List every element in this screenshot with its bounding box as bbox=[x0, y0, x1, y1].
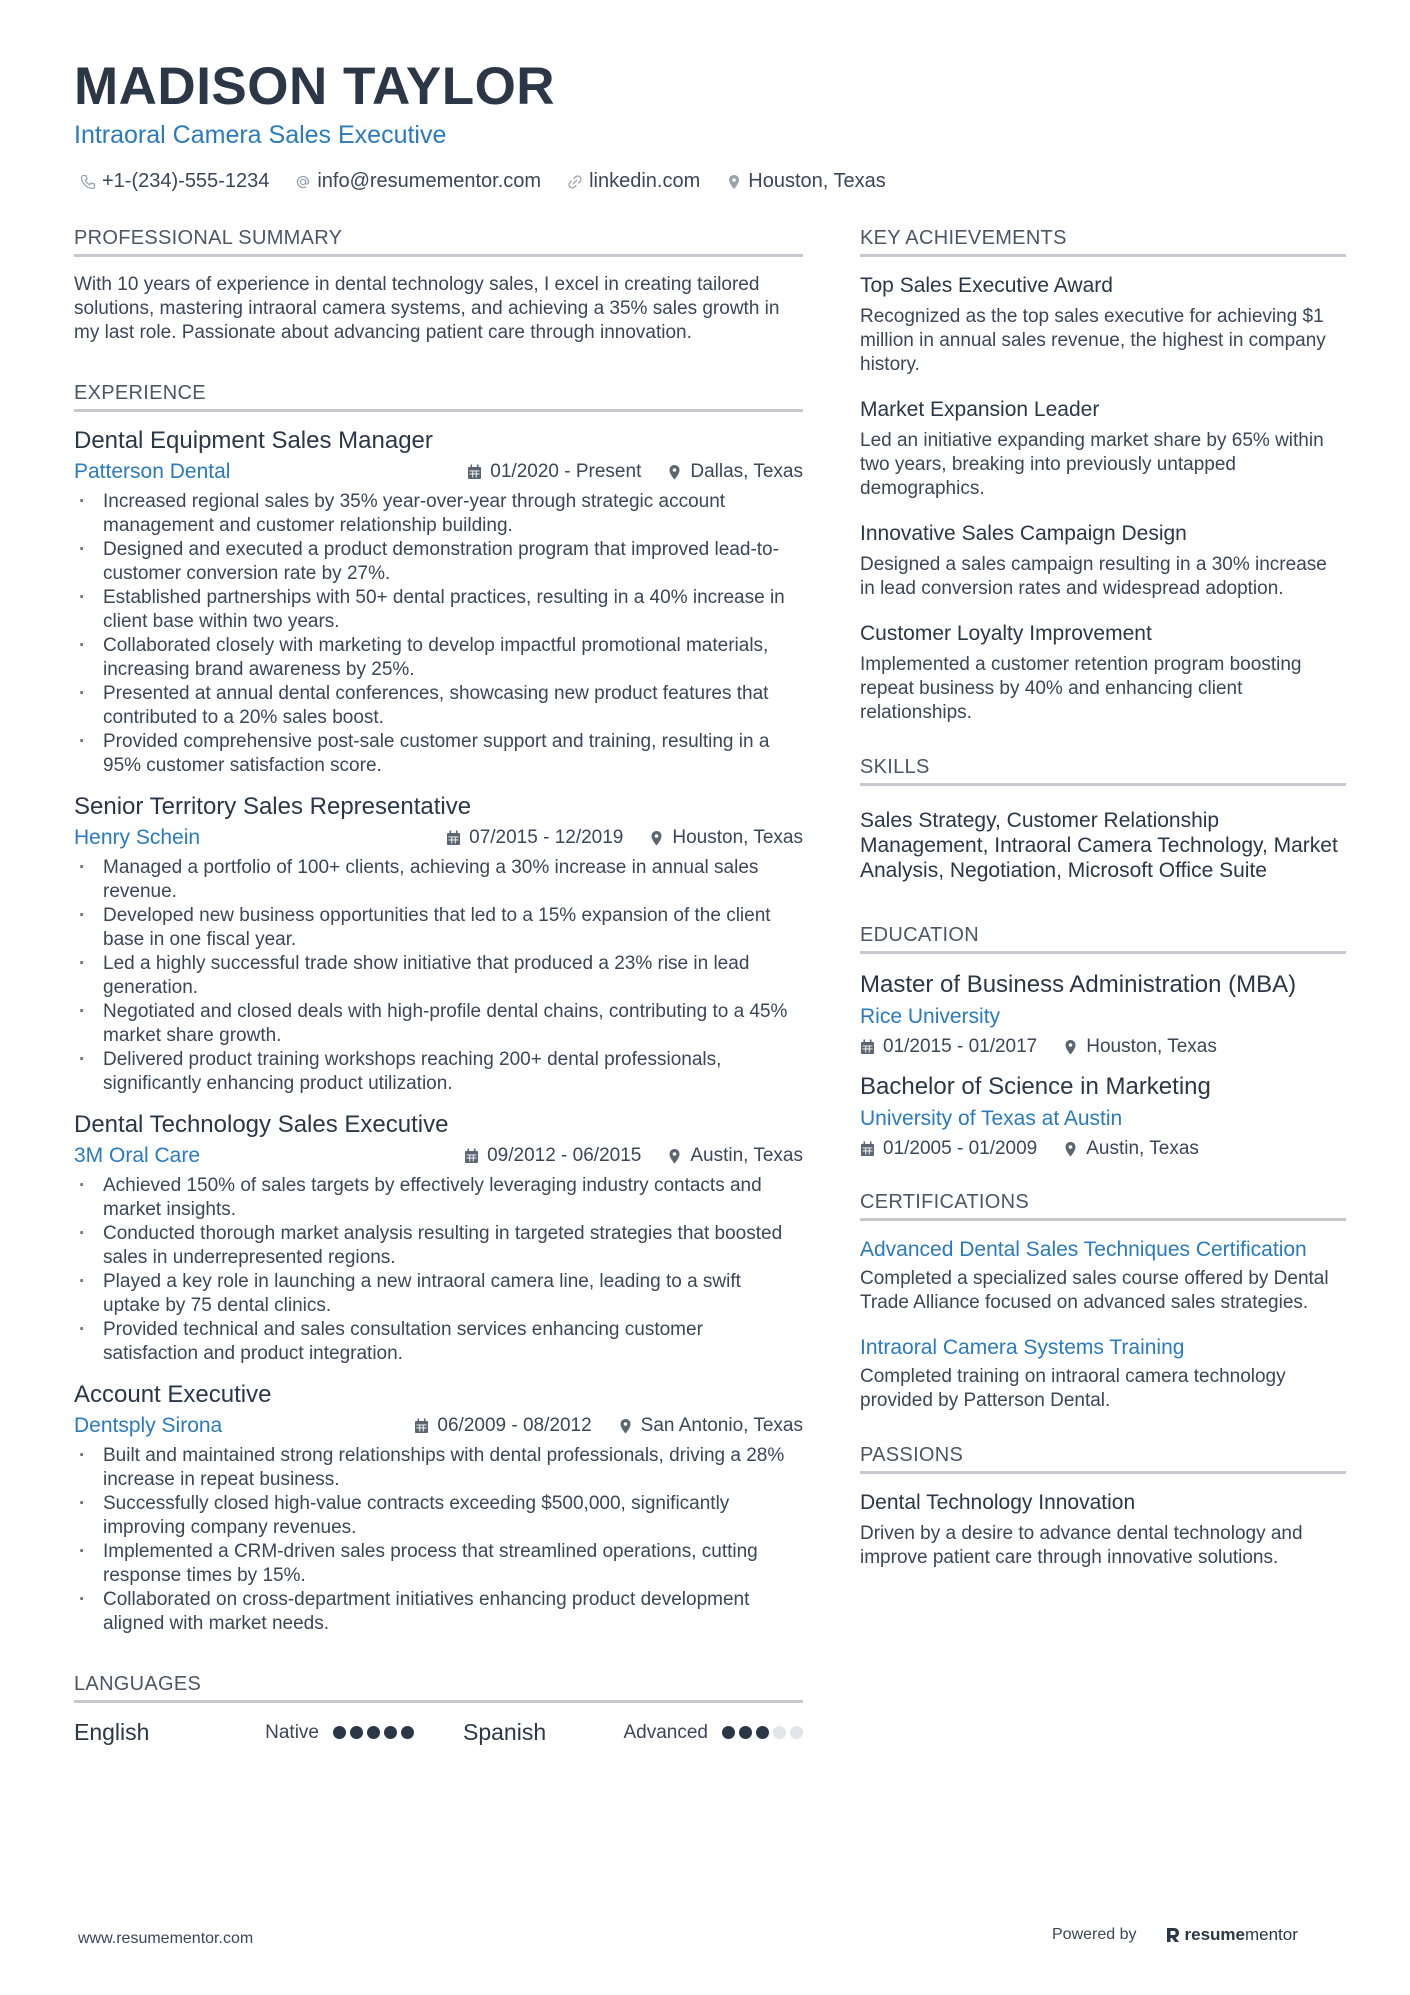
education-item bbox=[860, 970, 1346, 1058]
candidate-headline: Intraoral Camera Sales Executive bbox=[74, 121, 447, 149]
company-name: Henry Schein bbox=[74, 826, 201, 849]
calendar-icon bbox=[414, 1418, 429, 1434]
job-bullet: · Implemented a CRM-driven sales process that streamlined operations, cutting response times by 15%. bbox=[74, 1540, 803, 1588]
contact-bar bbox=[80, 170, 886, 193]
brand-bold: resume bbox=[1184, 1925, 1245, 1944]
job-location-text: Houston, Texas bbox=[672, 827, 803, 848]
location-pin-icon bbox=[649, 830, 664, 846]
job-bullets bbox=[74, 1174, 803, 1366]
location-text: Houston, Texas bbox=[748, 170, 886, 192]
job-meta-right bbox=[414, 1415, 803, 1437]
job-bullet: · Established partnerships with 50+ dental practices, resulting in a 40% increase in client base within two years. bbox=[74, 586, 803, 634]
achievement-title: Customer Loyalty Improvement bbox=[860, 622, 1152, 645]
education-school: University of Texas at Austin bbox=[860, 1107, 1123, 1130]
achievement-text: Implemented a customer retention program boosting repeat business by 40% and enhancing client relationships. bbox=[860, 654, 1302, 723]
education-location-text: Austin, Texas bbox=[1086, 1138, 1199, 1159]
job-meta-right bbox=[467, 461, 803, 483]
achievement-item bbox=[860, 621, 1346, 725]
section-title: EXPERIENCE bbox=[74, 381, 803, 412]
passion-title: Dental Technology Innovation bbox=[860, 1491, 1136, 1514]
education-dates-text: 01/2015 - 01/2017 bbox=[883, 1036, 1038, 1057]
job-location-text: Dallas, Texas bbox=[690, 461, 803, 482]
job-bullet: · Developed new business opportunities that led to a 15% expansion of the client base in one fiscal year. bbox=[74, 904, 803, 952]
calendar-icon bbox=[464, 1148, 479, 1164]
job-bullet: · Conducted thorough market analysis resulting in targeted strategies that boosted sales in underrepresented regions. bbox=[74, 1222, 803, 1270]
rating-dot-filled bbox=[384, 1726, 397, 1739]
job-title: Dental Equipment Sales Manager bbox=[74, 427, 433, 454]
location-pin-icon bbox=[726, 174, 742, 190]
job-title: Account Executive bbox=[74, 1381, 272, 1408]
language-name: Spanish bbox=[463, 1719, 547, 1745]
certification-text: Completed a specialized sales course offered by Dental Trade Alliance focused on advanced sales strategies. bbox=[860, 1268, 1329, 1313]
rating-dot-filled bbox=[401, 1726, 414, 1739]
job-location bbox=[667, 1145, 803, 1167]
job-dates-text: 07/2015 - 12/2019 bbox=[469, 827, 624, 848]
job-title: Dental Technology Sales Executive bbox=[74, 1111, 449, 1138]
job-bullet: · Managed a portfolio of 100+ clients, achieving a 30% increase in annual sales revenue. bbox=[74, 856, 803, 904]
location-pin-icon bbox=[667, 1148, 682, 1164]
section-title: CERTIFICATIONS bbox=[860, 1190, 1346, 1221]
email-text: info@resumementor.com bbox=[317, 170, 542, 192]
job-meta bbox=[74, 1144, 803, 1168]
language-name: English bbox=[74, 1719, 150, 1745]
job-bullet: · Delivered product training workshops reaching 200+ dental professionals, significantly enhancing product utilization. bbox=[74, 1048, 803, 1096]
achievement-item bbox=[860, 273, 1346, 377]
job-meta-right bbox=[446, 827, 803, 849]
link-icon bbox=[567, 174, 583, 190]
location-pin-icon bbox=[618, 1418, 633, 1434]
at-icon bbox=[295, 174, 311, 190]
language-item bbox=[463, 1719, 803, 1746]
languages-list bbox=[74, 1719, 803, 1746]
job-bullet: · Played a key role in launching a new intraoral camera line, leading to a swift uptake by 75 dental clinics. bbox=[74, 1270, 803, 1318]
passion-text: Driven by a desire to advance dental technology and improve patient care through innovative solutions. bbox=[860, 1523, 1303, 1568]
right-column bbox=[860, 226, 1346, 1590]
education-dates bbox=[860, 1138, 1037, 1160]
phone-text: +1-(234)-555-1234 bbox=[102, 170, 270, 192]
education-dates bbox=[860, 1036, 1037, 1058]
brand-rest: mentor bbox=[1244, 1925, 1298, 1944]
job-meta-right bbox=[464, 1145, 803, 1167]
education-meta bbox=[860, 1036, 1346, 1058]
certification-text: Completed training on intraoral camera technology provided by Patterson Dental. bbox=[860, 1366, 1286, 1411]
job-bullets bbox=[74, 1444, 803, 1636]
achievement-item bbox=[860, 521, 1346, 601]
job-dates-text: 06/2009 - 08/2012 bbox=[437, 1415, 592, 1436]
achievement-title: Top Sales Executive Award bbox=[860, 274, 1113, 297]
job-bullet: · Built and maintained strong relationships with dental professionals, driving a 28% increase in repeat business. bbox=[74, 1444, 803, 1492]
footer-powered bbox=[1052, 1925, 1298, 1945]
rating-dot-empty bbox=[773, 1726, 786, 1739]
job-location bbox=[667, 461, 803, 483]
job-meta bbox=[74, 1414, 803, 1438]
language-item bbox=[74, 1719, 414, 1746]
job-entry bbox=[74, 1380, 803, 1636]
job-location-text: Austin, Texas bbox=[690, 1145, 803, 1166]
job-bullets bbox=[74, 856, 803, 1096]
section-title: SKILLS bbox=[860, 755, 1346, 786]
job-bullet: · Negotiated and closed deals with high-profile dental chains, contributing to a 45% market share growth. bbox=[74, 1000, 803, 1048]
achievement-item bbox=[860, 397, 1346, 501]
certifications-section bbox=[860, 1190, 1346, 1413]
achievement-text: Led an initiative expanding market share by 65% within two years, breaking into previously untapped demographics. bbox=[860, 430, 1324, 499]
job-bullet: · Increased regional sales by 35% year-over-year through strategic account management and customer relationship building. bbox=[74, 490, 803, 538]
rating-dot-filled bbox=[739, 1726, 752, 1739]
footer-website[interactable]: www.resumementor.com bbox=[78, 1930, 254, 1947]
rating-dot-filled bbox=[367, 1726, 380, 1739]
achievement-title: Innovative Sales Campaign Design bbox=[860, 522, 1187, 545]
company-name: Patterson Dental bbox=[74, 460, 231, 483]
job-title: Senior Territory Sales Representative bbox=[74, 793, 472, 820]
passion-item bbox=[860, 1490, 1346, 1570]
achievements-section bbox=[860, 226, 1346, 725]
job-bullet: · Collaborated closely with marketing to develop impactful promotional materials, increasing brand awareness by 25%. bbox=[74, 634, 803, 682]
job-entry bbox=[74, 792, 803, 1096]
location-pin-icon bbox=[1063, 1039, 1078, 1055]
job-meta bbox=[74, 460, 803, 484]
education-degree: Bachelor of Science in Marketing bbox=[860, 1073, 1211, 1100]
contact-location bbox=[726, 170, 886, 193]
job-dates bbox=[464, 1145, 641, 1167]
education-school: Rice University bbox=[860, 1005, 1001, 1028]
certification-title: Intraoral Camera Systems Training bbox=[860, 1336, 1185, 1359]
languages-section bbox=[74, 1672, 803, 1746]
section-title: PASSIONS bbox=[860, 1443, 1346, 1474]
job-bullet: · Successfully closed high-value contracts exceeding $500,000, significantly improving company revenues. bbox=[74, 1492, 803, 1540]
job-dates-text: 09/2012 - 06/2015 bbox=[487, 1145, 642, 1166]
education-location bbox=[1063, 1138, 1199, 1160]
brand-logo[interactable] bbox=[1165, 1925, 1298, 1945]
contact-linkedin[interactable] bbox=[567, 170, 700, 193]
powered-by-text: Powered by bbox=[1052, 1926, 1137, 1943]
achievement-title: Market Expansion Leader bbox=[860, 398, 1100, 421]
passions-section bbox=[860, 1443, 1346, 1570]
job-bullets bbox=[74, 490, 803, 778]
education-degree: Master of Business Administration (MBA) bbox=[860, 971, 1297, 998]
rating-dot-filled bbox=[333, 1726, 346, 1739]
job-dates bbox=[446, 827, 623, 849]
summary-section bbox=[74, 226, 803, 345]
calendar-icon bbox=[860, 1039, 875, 1055]
job-bullet: · Achieved 150% of sales targets by effectively leveraging industry contacts and market insights. bbox=[74, 1174, 803, 1222]
calendar-icon bbox=[467, 464, 482, 480]
location-pin-icon bbox=[667, 464, 682, 480]
job-meta bbox=[74, 826, 803, 850]
rating-dot-empty bbox=[790, 1726, 803, 1739]
calendar-icon bbox=[860, 1141, 875, 1157]
section-title: KEY ACHIEVEMENTS bbox=[860, 226, 1346, 257]
skills-section bbox=[860, 755, 1346, 883]
education-section bbox=[860, 923, 1346, 1160]
language-rating bbox=[722, 1726, 803, 1739]
rating-dot-filled bbox=[350, 1726, 363, 1739]
left-column bbox=[74, 226, 803, 1746]
rating-dot-filled bbox=[722, 1726, 735, 1739]
education-location bbox=[1063, 1036, 1217, 1058]
job-dates bbox=[467, 461, 641, 483]
achievement-text: Recognized as the top sales executive for achieving $1 million in annual sales revenue, the highest in company history. bbox=[860, 306, 1326, 375]
job-bullet: · Collaborated on cross-department initiatives enhancing product development aligned with market needs. bbox=[74, 1588, 803, 1636]
job-location-text: San Antonio, Texas bbox=[640, 1415, 803, 1436]
job-dates bbox=[414, 1415, 591, 1437]
education-dates-text: 01/2005 - 01/2009 bbox=[883, 1138, 1038, 1159]
education-location-text: Houston, Texas bbox=[1086, 1036, 1217, 1057]
section-title: EDUCATION bbox=[860, 923, 1346, 954]
job-bullet: · Led a highly successful trade show initiative that produced a 23% rise in lead generation. bbox=[74, 952, 803, 1000]
linkedin-text: linkedin.com bbox=[589, 170, 701, 192]
location-pin-icon bbox=[1063, 1141, 1078, 1157]
certification-item bbox=[860, 1335, 1346, 1413]
contact-phone[interactable] bbox=[80, 170, 269, 193]
job-bullet: · Provided technical and sales consultation services enhancing customer satisfaction and product integration. bbox=[74, 1318, 803, 1366]
language-level: Advanced bbox=[623, 1721, 708, 1743]
job-bullet: · Designed and executed a product demonstration program that improved lead-to-customer conversion rate by 27%. bbox=[74, 538, 803, 586]
summary-text: With 10 years of experience in dental technology sales, I excel in creating tailored solutions, mastering intraoral camera systems, and achieving a 35% sales growth in my last role. Passionate about advancing patient care through innovation. bbox=[74, 274, 780, 343]
contact-email[interactable] bbox=[295, 170, 541, 193]
job-location bbox=[618, 1415, 803, 1437]
calendar-icon bbox=[446, 830, 461, 846]
language-rating bbox=[333, 1726, 414, 1739]
skills-text: Sales Strategy, Customer Relationship Management, Intraoral Camera Technology, Market Analysis, Negotiation, Microsoft Office Suite bbox=[860, 809, 1338, 882]
resumementor-logo-icon bbox=[1165, 1926, 1181, 1944]
education-item bbox=[860, 1072, 1346, 1160]
education-meta bbox=[860, 1138, 1346, 1160]
certification-title: Advanced Dental Sales Techniques Certification bbox=[860, 1238, 1307, 1261]
certification-item bbox=[860, 1237, 1346, 1315]
section-title: LANGUAGES bbox=[74, 1672, 803, 1703]
phone-icon bbox=[80, 174, 96, 190]
job-entry bbox=[74, 426, 803, 778]
rating-dot-filled bbox=[756, 1726, 769, 1739]
section-title: PROFESSIONAL SUMMARY bbox=[74, 226, 803, 257]
job-entry bbox=[74, 1110, 803, 1366]
achievement-text: Designed a sales campaign resulting in a 30% increase in lead conversion rates and widespread adoption. bbox=[860, 554, 1327, 599]
experience-section bbox=[74, 381, 803, 1636]
job-location bbox=[649, 827, 803, 849]
company-name: 3M Oral Care bbox=[74, 1144, 201, 1167]
candidate-name: MADISON TAYLOR bbox=[74, 57, 556, 116]
job-dates-text: 01/2020 - Present bbox=[490, 461, 642, 482]
job-bullet: · Presented at annual dental conferences, showcasing new product features that contributed to a 20% sales boost. bbox=[74, 682, 803, 730]
company-name: Dentsply Sirona bbox=[74, 1414, 223, 1437]
job-bullet: · Provided comprehensive post-sale customer support and training, resulting in a 95% customer satisfaction score. bbox=[74, 730, 803, 778]
language-level: Native bbox=[265, 1721, 319, 1743]
